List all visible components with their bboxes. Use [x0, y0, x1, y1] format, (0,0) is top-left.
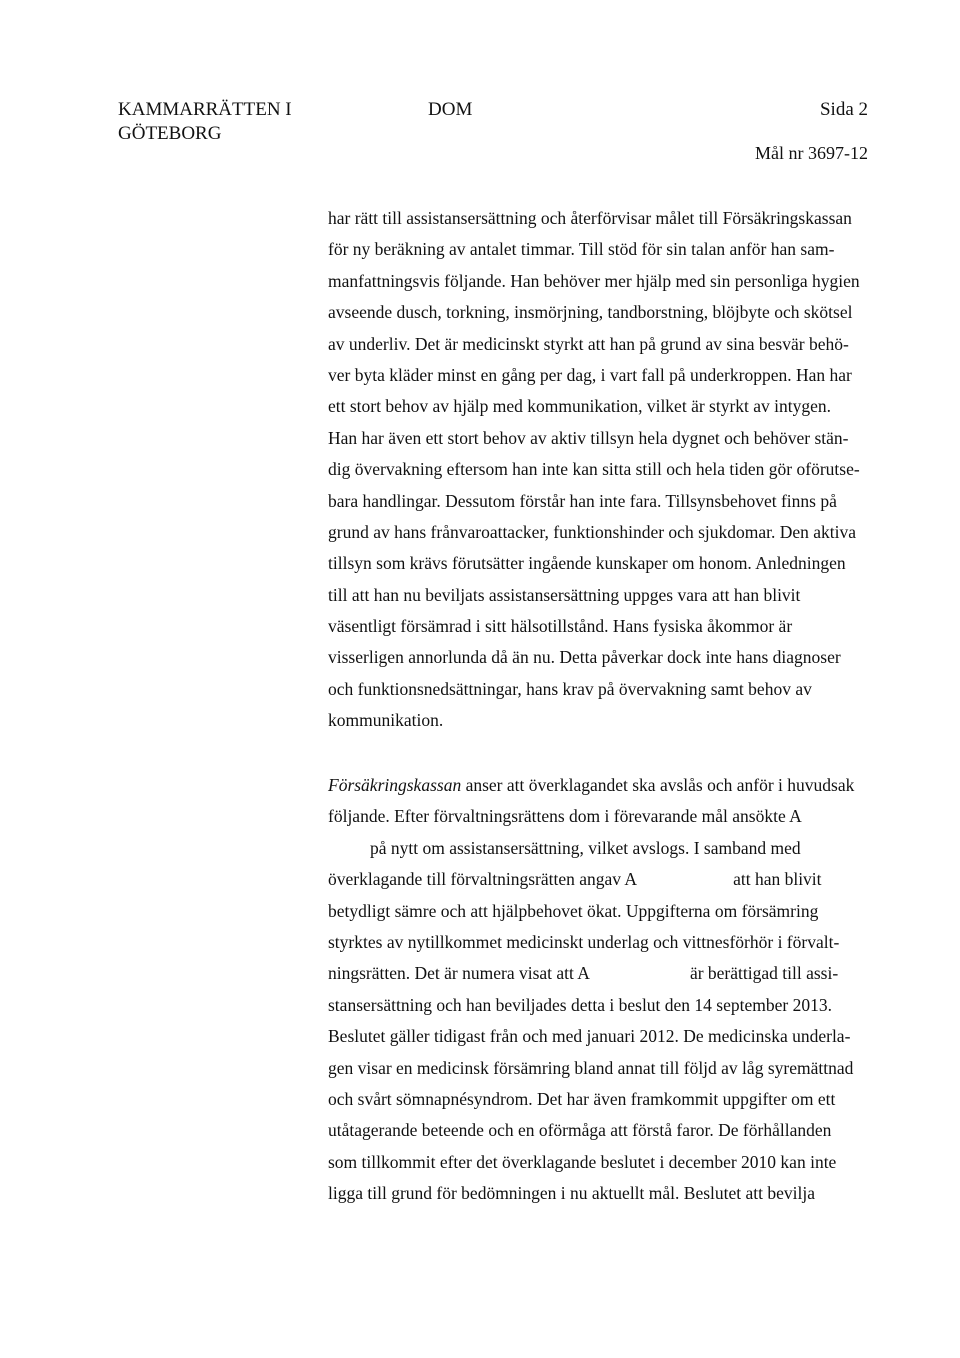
text-line: visserligen annorlunda då än nu. Detta påverkar dock inte hans diagnoser: [328, 647, 841, 668]
text-line: bara handlingar. Dessutom förstår han inte fara. Tillsynsbehovet finns på: [328, 490, 837, 511]
text-line: [328, 833, 888, 864]
text-segment: överklagande till förvaltningsrätten angav A: [328, 869, 638, 890]
text-line: som tillkommit efter det överklagande beslutet i december 2010 kan inte: [328, 1151, 837, 1172]
court-name-line2: GÖTEBORG: [118, 123, 222, 144]
text-line: avseende dusch, torkning, insmörjning, tandborstning, blöjbyte och skötsel: [328, 302, 853, 323]
text-segment: ningsrätten. Det är numera visat att A: [328, 963, 590, 984]
text-segment: att han blivit: [733, 869, 822, 890]
court-name-line1: KAMMARRÄTTEN I: [118, 99, 292, 120]
text-line: kommunikation.: [328, 710, 444, 731]
text-line: och svårt sömnapnésyndrom. Det har även framkommit uppgifter om ett: [328, 1088, 836, 1109]
paragraph-appellant-claims: [328, 203, 888, 737]
case-number: Mål nr 3697-12: [755, 143, 868, 163]
text-line: Han har även ett stort behov av aktiv tillsyn hela dygnet och behöver stän-: [328, 427, 849, 448]
paragraph-respondent-position: [328, 770, 888, 1209]
text-line: väsentligt försämrad i sitt hälsotillstånd. Hans fysiska åkommor är: [328, 616, 793, 637]
text-line: stansersättning och han beviljades detta i beslut den 14 september 2013.: [328, 994, 832, 1015]
text-line: dig övervakning eftersom han inte kan sitta still och hela tiden gör oförutse-: [328, 459, 860, 480]
text-line: [328, 958, 888, 989]
document-type: DOM: [428, 99, 473, 120]
text-segment: är berättigad till assi-: [689, 963, 839, 984]
text-line: ligga till grund för bedömningen i nu aktuellt mål. Beslutet att bevilja: [328, 1183, 815, 1204]
text-line: ver byta kläder minst en gång per dag, i vart fall på underkroppen. Han har: [328, 364, 852, 385]
text-segment: anser att överklagandet ska avslås och anför i huvudsak: [461, 775, 855, 795]
text-line: [328, 864, 888, 895]
text-line: har rätt till assistansersättning och återförvisar målet till Försäkringskassan: [328, 208, 852, 228]
text-line: betydligt sämre och att hjälpbehovet ökat. Uppgifterna om försämring: [328, 900, 819, 921]
text-line: utåtagerande beteende och en oförmåga att förstå faror. De förhållanden: [328, 1120, 832, 1141]
text-line: [328, 770, 888, 801]
text-line: ett stort behov av hjälp med kommunikation, vilket är styrkt av intygen.: [328, 396, 832, 417]
text-line: till att han nu beviljats assistansersättning uppges vara att han blivit: [328, 584, 801, 605]
text-line: gen visar en medicinsk försämring bland annat till följd av låg syremättnad: [328, 1057, 854, 1078]
text-segment: på nytt om assistansersättning, vilket avslogs. I samband med: [370, 837, 801, 858]
text-line: Beslutet gäller tidigast från och med januari 2012. De medicinska underla-: [328, 1026, 851, 1047]
text-line: av underliv. Det är medicinskt styrkt att han på grund av sina besvär behö-: [328, 333, 849, 354]
text-line: för ny beräkning av antalet timmar. Till stöd för sin talan anför han sam-: [328, 239, 835, 260]
court-name: [118, 98, 292, 146]
party-name: Försäkringskassan: [328, 775, 462, 795]
text-line: och funktionsnedsättningar, hans krav på övervakning samt behov av: [328, 678, 812, 699]
text-line: tillsyn som krävs förutsätter ingående kunskaper om honom. Anledningen: [328, 553, 846, 574]
text-line: grund av hans frånvaroattacker, funktionshinder och sjukdomar. Den aktiva: [328, 521, 857, 542]
page-number: Sida 2: [819, 99, 868, 120]
text-line: styrktes av nytillkommet medicinskt underlag och vittnesförhör i förvalt-: [328, 931, 840, 952]
text-line: manfattningsvis följande. Han behöver mer hjälp med sin personliga hygien: [328, 270, 860, 291]
text-line: följande. Efter förvaltningsrättens dom i förevarande mål ansökte A: [328, 806, 802, 827]
